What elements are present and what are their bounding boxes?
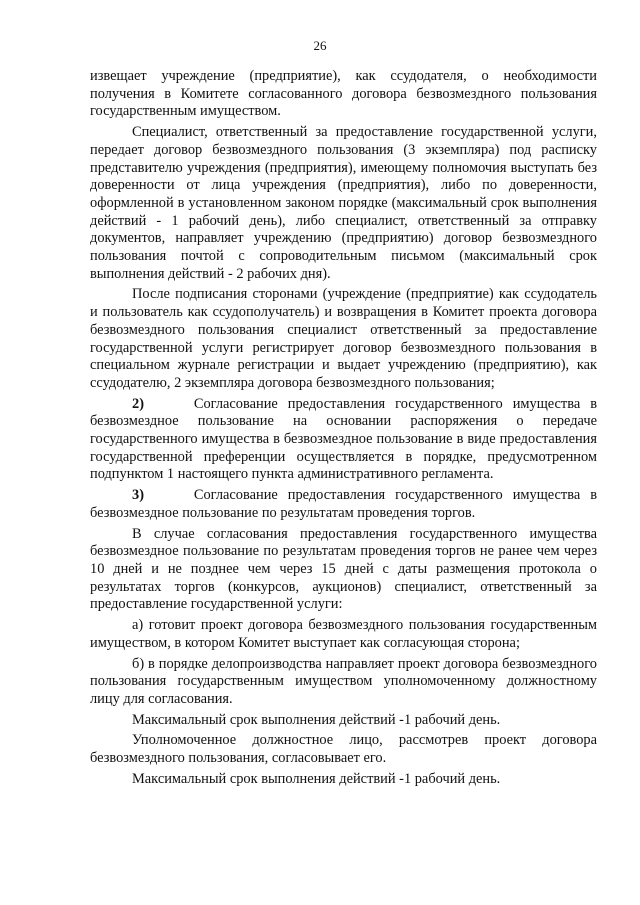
item-number: 3) [132, 487, 144, 504]
numbered-paragraph [90, 396, 597, 485]
paragraph-text: Согласование предоставления государственного имущества в безвозмездное пользование на основании распоряжения о передаче государственного имущества в безвозмездное пользование в виде предоставления государственной преференции осуществляется в порядке, предусмотренном подпунктом 1 настоящего пункта административного регламента. [90, 395, 597, 483]
page-number: 26 [313, 38, 327, 53]
item-number: 2) [132, 395, 144, 412]
document-body [90, 68, 597, 788]
paragraph: После подписания сторонами (учреждение (предприятие) как ссудодатель и пользователь как ссудополучатель) и возвращения в Комитет проекта договора безвозмездного пользования специалист ответственный за предоставление государственной услуги регистрирует договор безвозмездного пользования в специальном журнале регистрации и выдает учреждению (предприятию), как ссудодателю, 2 экземпляра договора безвозмездного пользования; [90, 286, 597, 391]
list-item: б) в порядке делопроизводства направляет проект договора безвозмездного пользования государственным имуществом уполномоченному должностному лицу для согласования. [90, 655, 597, 707]
numbered-paragraph [90, 487, 597, 522]
paragraph: Максимальный срок выполнения действий -1 рабочий день. [132, 770, 501, 787]
paragraph: Максимальный срок выполнения действий -1 рабочий день. [132, 711, 501, 728]
paragraph: извещает учреждение (предприятие), как ссудодателя, о необходимости получения в Комитете согласованного договора безвозмездного пользования государственным имуществом. [90, 68, 597, 120]
list-item: а) готовит проект договора безвозмездного пользования государственным имуществом, в котором Комитет выступает как согласующая сторона; [90, 617, 597, 651]
paragraph: В случае согласования предоставления государственного имущества безвозмездное пользование по результатам проведения торгов не ранее чем через 10 дней и не позднее чем через 15 дней с даты размещения протокола о результатах торгов (конкурсов, аукционов) специалист, ответственный за предоставление государственной услуги: [90, 525, 597, 613]
paragraph-text: Согласование предоставления государственного имущества в безвозмездное пользование по результатам проведения торгов. [90, 487, 597, 521]
paragraph: Специалист, ответственный за предоставление государственной услуги, передает договор безвозмездного пользования (3 экземпляра) под расписку представителю учреждения (предприятия), имеющему полномочия выступать без доверенности от лица учреждения (предприятия), либо по доверенности, оформленной в установленном законом порядке (максимальный срок выполнения действий - 1 рабочий день), либо специалист, ответственный за отправку документов, направляет учреждению (предприятию) договор безвозмездного пользования почтой с сопроводительным письмом (максимальный срок выполнения действий - 2 рабочих дня). [90, 124, 597, 282]
paragraph: Уполномоченное должностное лицо, рассмотрев проект договора безвозмездного пользования, согласовывает его. [90, 732, 597, 767]
